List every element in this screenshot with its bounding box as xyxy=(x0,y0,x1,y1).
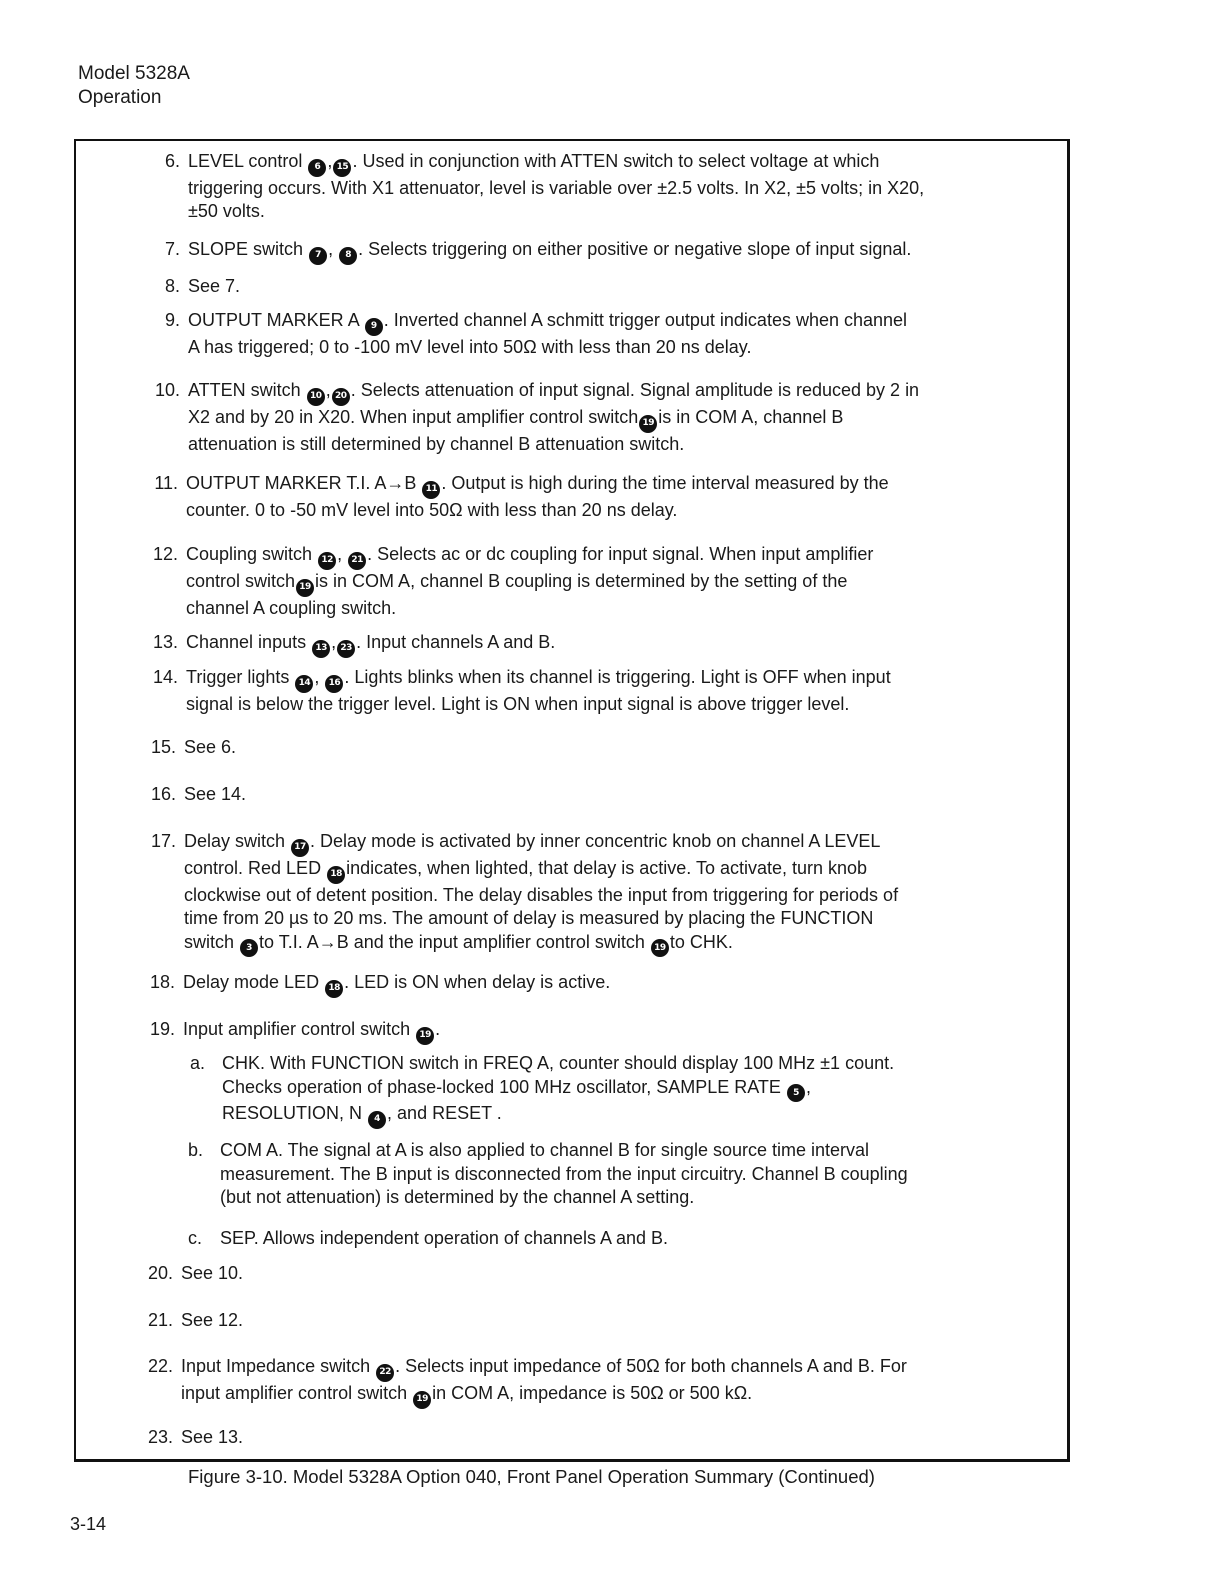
list-item xyxy=(152,666,1001,716)
item-text: is in COM A, channel B xyxy=(658,406,844,427)
item-number: 21. xyxy=(147,1310,173,1330)
callout-marker-icon: 18 xyxy=(325,980,343,998)
item-number: 16. xyxy=(150,784,176,804)
model-title: Model 5328A xyxy=(78,63,190,84)
item-number: 19. xyxy=(149,1019,175,1039)
item-text: channel A coupling switch. xyxy=(186,597,397,618)
item-text: Trigger lights xyxy=(186,667,290,687)
item-letter: b. xyxy=(188,1140,204,1160)
item-text: control switch xyxy=(186,570,296,591)
separator: , xyxy=(314,667,320,687)
item-text: Coupling switch xyxy=(186,544,313,564)
callout-marker-icon: 10 xyxy=(307,388,325,406)
item-text: . Output is high during the time interval measured by the xyxy=(441,473,889,493)
item-text: OUTPUT MARKER T.I. A→B xyxy=(186,473,417,493)
callout-marker-icon: 15 xyxy=(333,159,351,177)
list-item xyxy=(147,1426,996,1450)
item-text: See 7. xyxy=(188,276,241,296)
item-text: ATTEN switch xyxy=(188,380,301,400)
item-text: SEP. Allows independent operation of channels A and B. xyxy=(220,1228,669,1248)
item-number: 17. xyxy=(150,831,176,851)
callout-marker-icon: 19 xyxy=(651,939,669,957)
separator: , xyxy=(325,380,331,400)
separator: , xyxy=(327,151,333,171)
item-text: to T.I. A→B and the input amplifier control switch xyxy=(259,931,645,952)
item-text: X2 and by 20 in X20. When input amplifier control switch xyxy=(188,406,639,427)
item-text: OUTPUT MARKER A xyxy=(188,310,359,330)
item-number: 9. xyxy=(164,310,180,330)
sub-list-item xyxy=(188,1227,995,1251)
callout-marker-icon: 12 xyxy=(318,552,336,570)
callout-marker-icon: 4 xyxy=(368,1111,386,1129)
callout-marker-icon: 19 xyxy=(296,579,314,597)
list-item xyxy=(152,631,1001,658)
callout-marker-icon: 23 xyxy=(337,640,355,658)
item-number: 6. xyxy=(164,151,180,171)
item-text: is in COM A, channel B coupling is determined by the setting of the xyxy=(315,570,848,591)
item-text: . Selects triggering on either positive or negative slope of input signal. xyxy=(358,239,912,259)
callout-marker-icon: 3 xyxy=(240,939,258,957)
callout-marker-icon: 11 xyxy=(422,481,440,499)
item-text: CHK. With FUNCTION switch in FREQ A, counter should display 100 MHz ±1 count. xyxy=(222,1053,895,1073)
item-text: COM A. The signal at A is also applied to channel B for single source time interval xyxy=(220,1140,870,1160)
list-item xyxy=(164,309,1003,359)
item-text: , and RESET . xyxy=(387,1103,502,1124)
item-text: . Lights blinks when its channel is triggering. Light is OFF when input xyxy=(344,667,891,687)
callout-marker-icon: 19 xyxy=(416,1027,434,1045)
item-text: . Selects ac or dc coupling for input signal. When input amplifier xyxy=(367,544,874,564)
item-text: . LED is ON when delay is active. xyxy=(344,972,611,992)
list-item xyxy=(149,971,998,998)
callout-marker-icon: 19 xyxy=(413,1391,431,1409)
list-item xyxy=(164,238,1003,265)
list-item xyxy=(152,543,1001,620)
item-text: LEVEL control xyxy=(188,151,303,171)
page-number: 3-14 xyxy=(70,1514,107,1534)
item-text: See 14. xyxy=(184,784,247,804)
item-text: Delay switch xyxy=(184,831,286,851)
callout-marker-icon: 20 xyxy=(332,388,350,406)
sub-list-item xyxy=(190,1052,997,1129)
item-text: . Selects input impedance of 50Ω for both channels A and B. For xyxy=(395,1356,907,1376)
callout-marker-icon: 9 xyxy=(365,318,383,336)
callout-marker-icon: 13 xyxy=(312,640,330,658)
item-number: 23. xyxy=(147,1427,173,1447)
item-text: attenuation is still determined by channel B attenuation switch. xyxy=(188,433,685,454)
item-number: 18. xyxy=(149,972,175,992)
callout-marker-icon: 21 xyxy=(348,552,366,570)
item-text: clockwise out of detent position. The delay disables the input from triggering for periods of xyxy=(184,884,899,905)
callout-marker-icon: 7 xyxy=(309,247,327,265)
list-item xyxy=(147,1262,996,1286)
callout-marker-icon: 22 xyxy=(376,1364,394,1382)
item-text: Checks operation of phase-locked 100 MHz oscillator, SAMPLE RATE xyxy=(222,1076,781,1097)
separator: , xyxy=(337,544,343,564)
item-number: 8. xyxy=(164,276,180,296)
item-text: SLOPE switch xyxy=(188,239,304,259)
item-text: See 6. xyxy=(184,737,237,757)
callout-marker-icon: 19 xyxy=(639,415,657,433)
item-text: (but not attenuation) is determined by the channel A setting. xyxy=(220,1187,695,1207)
item-text: Input amplifier control switch xyxy=(183,1019,411,1039)
item-text: control. Red LED xyxy=(184,857,322,878)
item-number: 15. xyxy=(150,737,176,757)
list-item xyxy=(154,472,1001,522)
list-item xyxy=(164,150,1003,224)
item-text: time from 20 µs to 20 ms. The amount of delay is measured by placing the FUNCTION xyxy=(184,908,874,928)
list-item xyxy=(164,275,1003,299)
item-text: See 13. xyxy=(181,1427,244,1447)
item-text: RESOLUTION, N xyxy=(222,1103,363,1124)
list-item xyxy=(149,1018,998,1045)
item-text: See 10. xyxy=(181,1263,244,1283)
item-number: 10. xyxy=(154,380,180,400)
item-text: A has triggered; 0 to -100 mV level into 50Ω with less than 20 ns delay. xyxy=(188,336,752,357)
item-text: in COM A, impedance is 50Ω or 500 kΩ. xyxy=(432,1382,753,1403)
callout-marker-icon: 16 xyxy=(325,675,343,693)
item-text: input amplifier control switch xyxy=(181,1382,408,1403)
item-text: ±50 volts. xyxy=(188,201,265,222)
item-text: . Input channels A and B. xyxy=(356,632,556,652)
page-header xyxy=(78,62,190,110)
item-letter: c. xyxy=(188,1228,203,1248)
list-item xyxy=(150,736,999,760)
item-number: 14. xyxy=(152,667,178,687)
item-text: . Used in conjunction with ATTEN switch to select voltage at which xyxy=(352,151,880,171)
item-text: See 12. xyxy=(181,1310,244,1330)
item-text: triggering occurs. With X1 attenuator, level is variable over ±2.5 volts. In X2, ±5 volts; in X20, xyxy=(188,177,925,198)
item-number: 22. xyxy=(147,1356,173,1376)
item-text: measurement. The B input is disconnected from the input circuitry. Channel B coupling xyxy=(220,1163,908,1184)
list-item xyxy=(150,830,999,957)
callout-marker-icon: 5 xyxy=(787,1084,805,1102)
item-number: 11. xyxy=(154,473,178,493)
callout-marker-icon: 18 xyxy=(327,866,345,884)
figure-caption: Figure 3-10. Model 5328A Option 040, Front Panel Operation Summary (Continued) xyxy=(188,1466,875,1487)
item-text: indicates, when lighted, that delay is active. To activate, turn knob xyxy=(346,857,868,878)
callout-marker-icon: 6 xyxy=(308,159,326,177)
item-text: . Inverted channel A schmitt trigger output indicates when channel xyxy=(383,310,908,330)
callout-marker-icon: 8 xyxy=(339,247,357,265)
item-text: Channel inputs xyxy=(186,632,307,652)
item-letter: a. xyxy=(190,1053,206,1073)
item-text: Delay mode LED xyxy=(183,972,320,992)
item-number: 13. xyxy=(152,632,178,652)
section-title: Operation xyxy=(78,87,162,108)
list-item xyxy=(154,379,1003,456)
item-number: 7. xyxy=(164,239,180,259)
item-text: switch xyxy=(184,931,235,952)
item-text: to CHK. xyxy=(669,931,733,952)
sub-list-item xyxy=(188,1139,995,1210)
item-text: . xyxy=(435,1019,441,1039)
callout-marker-icon: 14 xyxy=(295,675,313,693)
item-text: counter. 0 to -50 mV level into 50Ω with less than 20 ns delay. xyxy=(186,499,678,520)
separator: , xyxy=(328,239,334,259)
callout-marker-icon: 17 xyxy=(291,839,309,857)
separator: , xyxy=(331,632,337,652)
item-text: . Selects attenuation of input signal. Signal amplitude is reduced by 2 in xyxy=(350,380,920,400)
list-item xyxy=(147,1355,996,1409)
item-text: Input Impedance switch xyxy=(181,1356,371,1376)
item-text: signal is below the trigger level. Light is ON when input signal is above trigger level. xyxy=(186,693,850,714)
item-text: . Delay mode is activated by inner concentric knob on channel A LEVEL xyxy=(310,831,881,851)
list-item xyxy=(150,783,999,807)
separator: , xyxy=(805,1076,811,1097)
item-number: 12. xyxy=(152,544,178,564)
list-item xyxy=(147,1309,996,1333)
item-number: 20. xyxy=(147,1263,173,1283)
